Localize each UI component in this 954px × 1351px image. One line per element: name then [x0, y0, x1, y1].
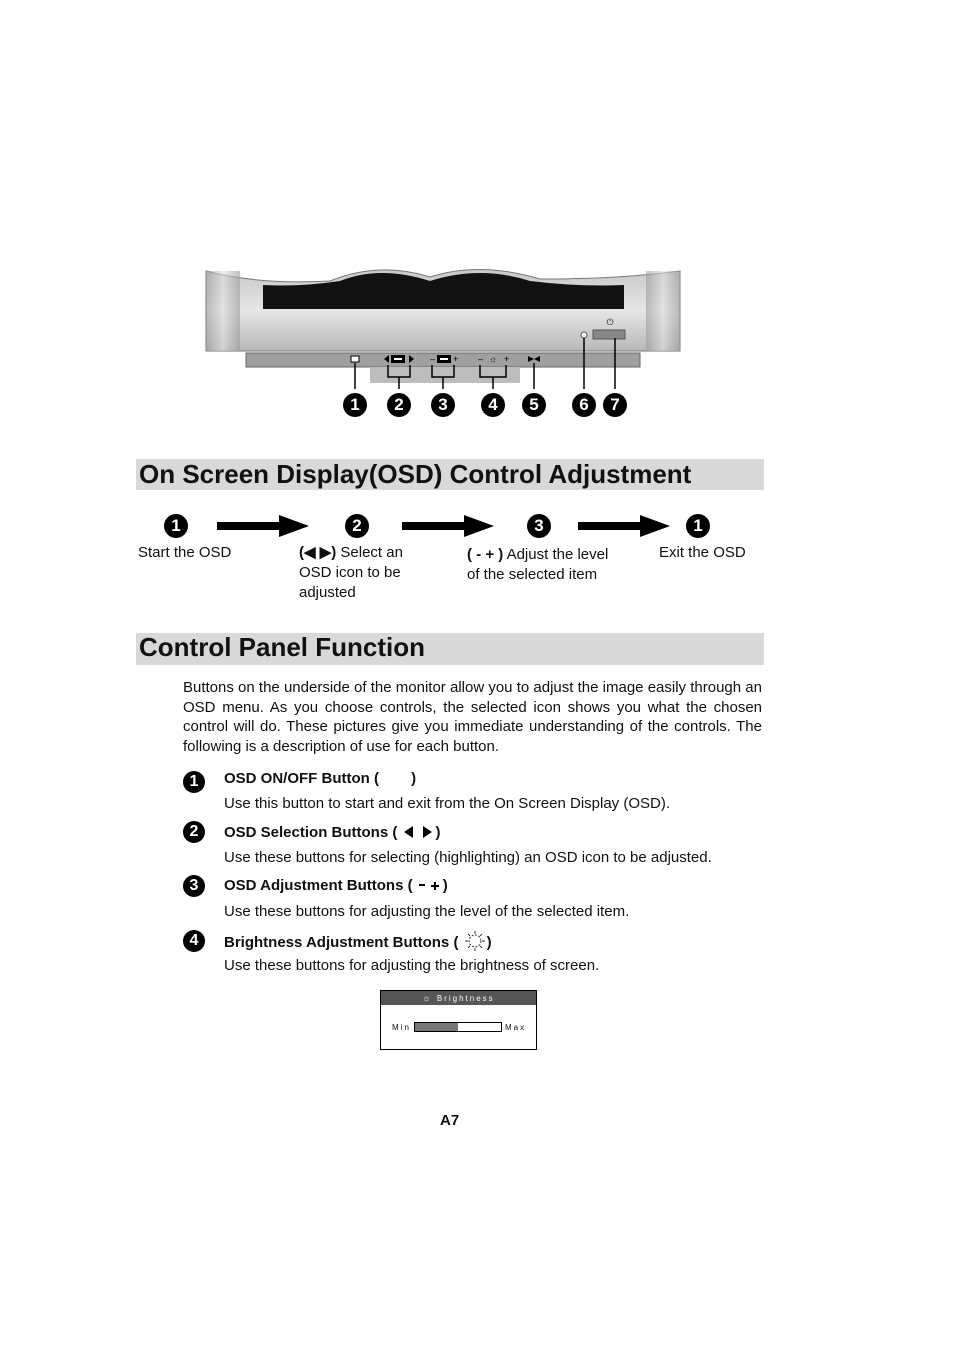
item-1-number: 1	[183, 771, 205, 793]
flow-step-2-text: (◀ ▶) Select an OSD icon to be adjusted	[299, 544, 403, 601]
item-3-number: 3	[183, 875, 205, 897]
flow-arrow-icon	[217, 515, 309, 537]
osd-window-header	[381, 991, 536, 1005]
sun-icon: ☼	[422, 993, 433, 1003]
item-1-desc: Use this button to start and exit from the On Screen Display (OSD).	[224, 795, 671, 812]
item-1-title: OSD ON/OFF Button ( )	[224, 770, 417, 787]
item-2-number: 2	[183, 821, 205, 843]
intro-paragraph: Buttons on the underside of the monitor allow you to adjust the image easily through an OSD menu. As you choose controls, the selected icon shows you what the chosen control will do. These pictures give you immediate understanding of the controls. The following is a description of use for each button.	[183, 679, 762, 755]
item-3-desc: Use these buttons for adjusting the level of the selected item.	[224, 903, 630, 920]
item-2-desc: Use these buttons for selecting (highlighting) an OSD icon to be adjusted.	[224, 849, 712, 866]
page-number: A7	[440, 1112, 460, 1129]
flow-step-2-number: 2	[345, 514, 369, 538]
control-section-title: Control Panel Function	[139, 632, 425, 662]
minus-plus-icon	[417, 878, 443, 892]
callout-4: 4	[481, 393, 505, 417]
callout-5: 5	[522, 393, 546, 417]
flow-arrow-icon	[578, 515, 670, 537]
flow-step-3-number: 3	[527, 514, 551, 538]
brightness-icon	[463, 931, 487, 951]
osd-section-header	[136, 459, 764, 490]
item-4-desc: Use these buttons for adjusting the brightness of screen.	[224, 957, 600, 974]
flow-arrow-icon	[402, 515, 494, 537]
svg-text:–: –	[430, 354, 436, 364]
osd-min-label: Min	[392, 1023, 411, 1032]
flow-step-1-number: 1	[164, 514, 188, 538]
adjust-label: ( - + )	[467, 546, 504, 563]
callout-1: 1	[343, 393, 367, 417]
item-3-title: OSD Adjustment Buttons ( )	[224, 877, 448, 894]
item-4-title: Brightness Adjustment Buttons ( )	[224, 931, 492, 951]
callout-2: 2	[387, 393, 411, 417]
svg-text:+: +	[504, 354, 510, 364]
flow-step-3-text: ( - + ) Adjust the level of the selected item	[467, 546, 609, 583]
callout-6: 6	[572, 393, 596, 417]
item-4-number: 4	[183, 930, 205, 952]
brightness-level-bar	[414, 1022, 502, 1032]
osd-window-title: Brightness	[436, 994, 495, 1003]
svg-text:☼: ☼	[489, 354, 498, 364]
osd-max-label: Max	[505, 1023, 527, 1032]
brightness-osd-window	[380, 990, 537, 1050]
brightness-level-fill	[415, 1023, 458, 1031]
svg-text:+: +	[453, 354, 459, 364]
selection-arrows-label: (◀ ▶)	[299, 544, 337, 561]
callout-3: 3	[431, 393, 455, 417]
osd-section-title: On Screen Display(OSD) Control Adjustment	[139, 459, 692, 489]
flow-step-4-text: Exit the OSD	[659, 544, 746, 561]
callout-7: 7	[603, 393, 627, 417]
flow-step-4-number: 1	[686, 514, 710, 538]
svg-text:⏻: ⏻	[606, 317, 614, 327]
control-section-header	[136, 633, 764, 665]
svg-text:–: –	[478, 354, 484, 364]
left-right-arrows-icon	[402, 825, 436, 839]
flow-step-1-text: Start the OSD	[138, 544, 232, 561]
item-2-title: OSD Selection Buttons ( )	[224, 824, 441, 841]
